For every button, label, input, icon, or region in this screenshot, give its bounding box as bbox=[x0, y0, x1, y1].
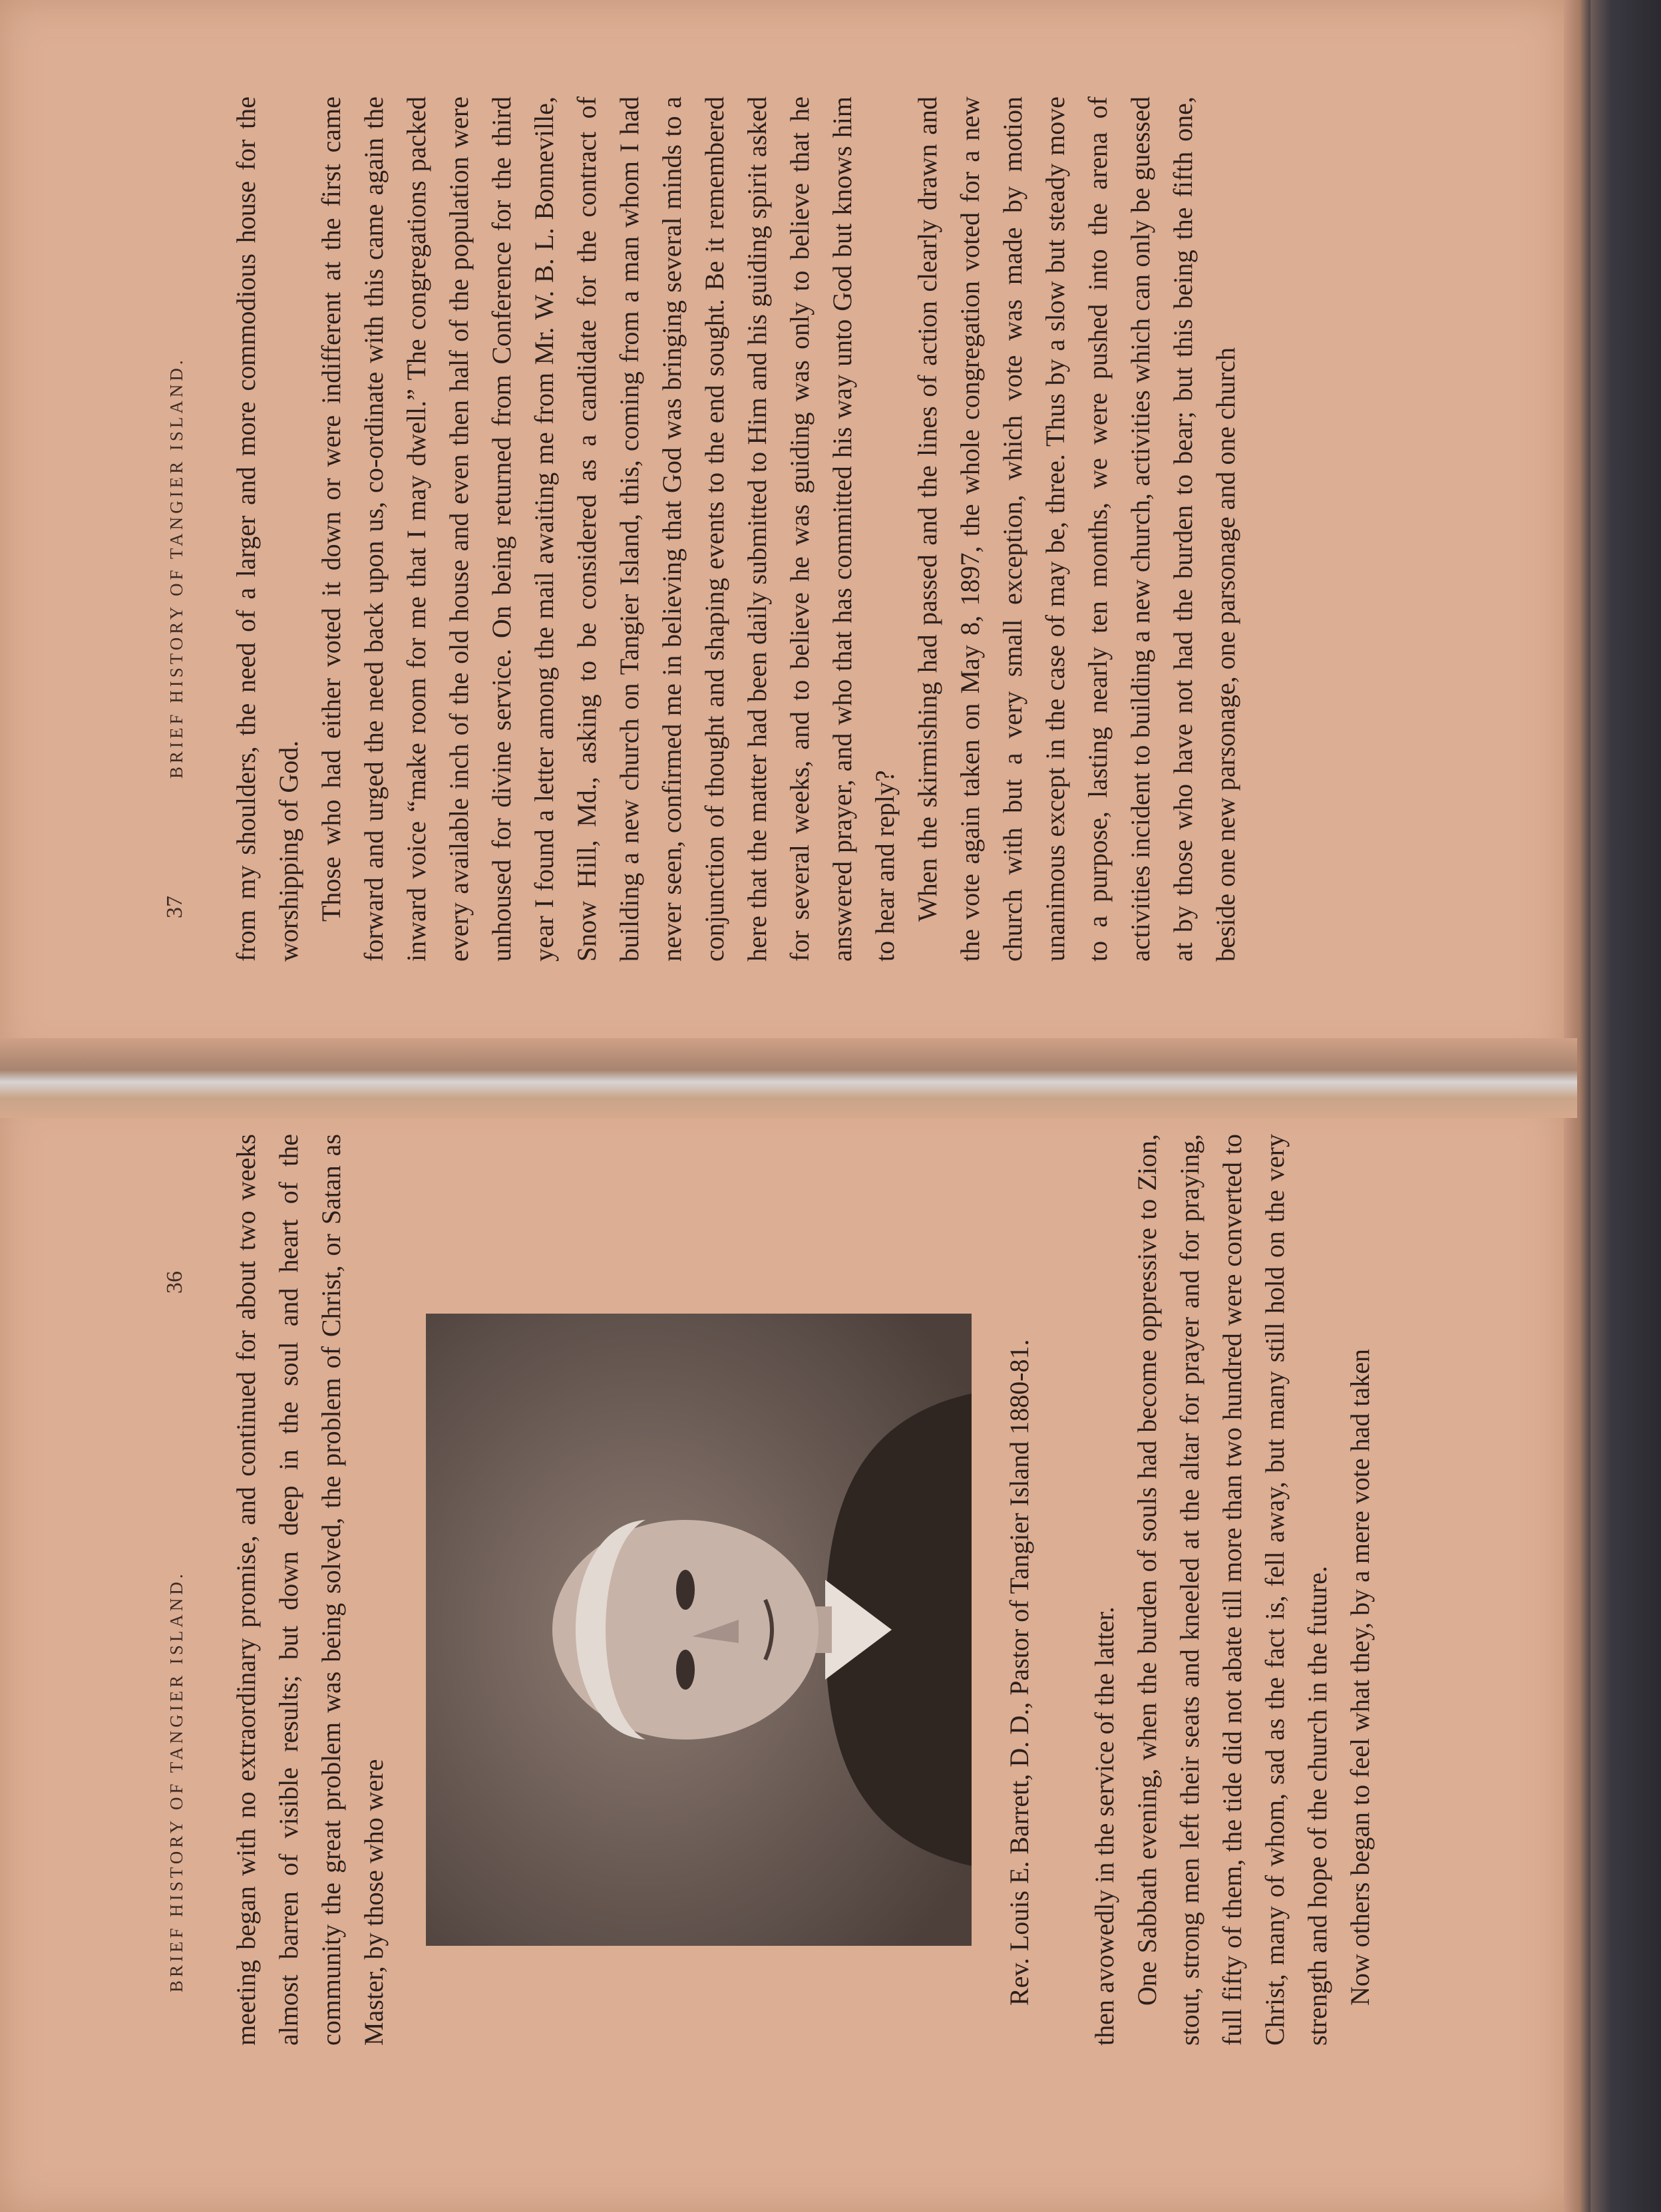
paragraph: When the skirmishing had passed and the lines of action clearly drawn and the vote again taken on May 8, 1897, the whole congregation voted for a new church with but a very small exception, which vote was made by motion unanimous except in the case of may be, three. Thus by a slow but steady move to a purpose, lasting nearly ten months, we were pushed into the arena of activities incident to building a new church, activities which can only be guessed at by those who have not had the burden to bear; but this being the fifth one, beside one new parsonage, one parsonage and one church bbox=[912, 96, 1240, 962]
page-36-upper-body bbox=[225, 1134, 395, 2046]
page-36-text-frame bbox=[0, 1091, 1564, 2212]
book-gutter bbox=[0, 1038, 1577, 1118]
page-number: 36 bbox=[162, 1271, 187, 1294]
paragraph: then avowedly in the service of the latter. bbox=[1089, 1606, 1119, 2046]
paragraph: Those who had either voted it down or were indifferent at the first came forward and urged the need back upon us, co-ordinate with this came again the inward voice “make room for me that I may dwell.” The congregations packed every available inch of the old house and even then half of the population were unhoused for divine service. On being returned from Conference for the third year I found a letter among the mail awaiting me from Mr. W. B. L. Bonneville, Snow Hill, Md., asking to be considered as a candidate for the contract of building a new church on Tangier Island, this, coming from a man whom I had never seen, confirmed me in believing that God was bringing several minds to a conjunction of thought and shaping events to the end sought. Be it remembered here that the matter had been daily submitted to Him and his guiding spirit asked for several weeks, and to believe he was guiding was only to believe that he answered prayer, and who that has committed his way unto God but knows him to hear and reply? bbox=[316, 96, 900, 962]
paragraph: meeting began with no extraordinary promise, and continued for about two weeks almost barren of visible results; but down deep in the soul and heart of the community the great problem was being solved, the problem of Christ, or Satan as Master, by those who were bbox=[231, 1134, 389, 2046]
page-37 bbox=[0, 0, 1564, 1065]
page-36-lower-body bbox=[1041, 1134, 1382, 2046]
page-37-text-frame bbox=[0, 0, 1564, 1065]
page-37-body bbox=[225, 96, 1247, 962]
paragraph: Now others began to feel what they, by a mere vote had taken bbox=[1345, 1348, 1375, 2006]
page-number: 37 bbox=[162, 896, 187, 918]
running-head: BRIEF HISTORY OF TANGIER ISLAND. bbox=[166, 1570, 186, 1992]
paragraph: One Sabbath evening, when the burden of souls had become oppressive to Zion, stout, strong men left their seats and kneeled at the altar for prayer and for praying, full fifty of them, the tide did not abate till more than two hundred were converted to Christ, many of whom, sad as the fact is, fell away, but many still hold on the very strength and hope of the church in the future. bbox=[1132, 1134, 1332, 2046]
portrait-caption: Rev. Louis E. Barrett, D. D., Pastor of Tangier Island 1880-81. bbox=[1004, 1339, 1034, 2006]
page-36 bbox=[0, 1091, 1564, 2212]
portrait-photo bbox=[426, 1314, 972, 1946]
portrait-image bbox=[426, 1314, 972, 1946]
paragraph: from my shoulders, the need of a larger and more commodious house for the worshipping of God. bbox=[231, 96, 303, 962]
running-head: BRIEF HISTORY OF TANGIER ISLAND. bbox=[166, 357, 186, 779]
